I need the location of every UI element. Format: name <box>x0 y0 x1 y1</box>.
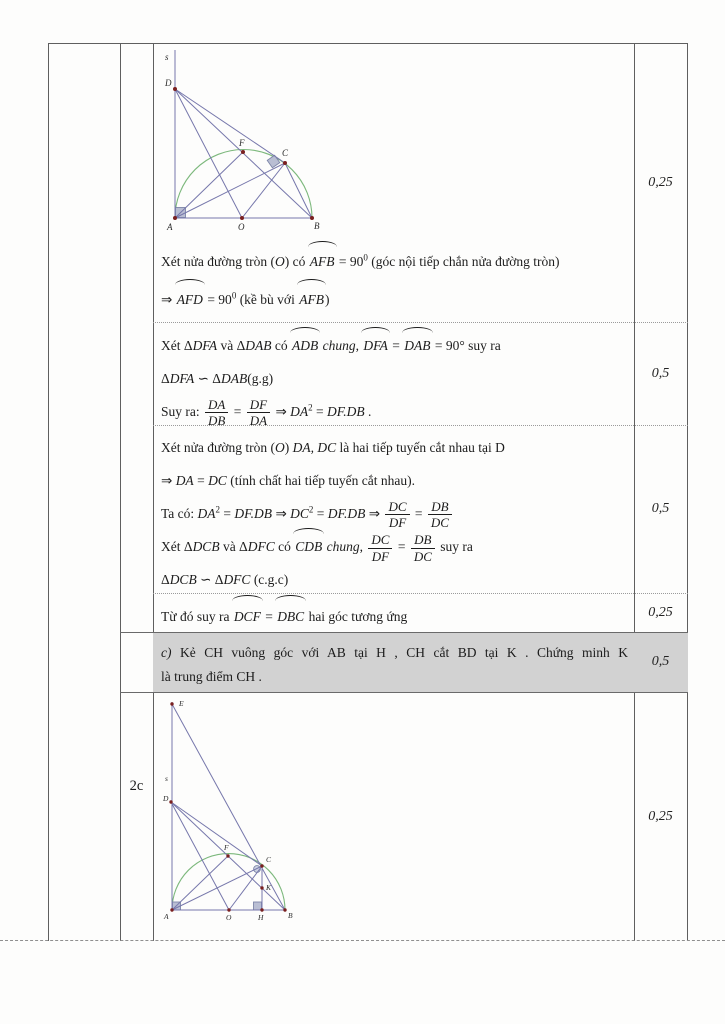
math-segment: Xét nửa đường tròn ( <box>161 254 275 269</box>
point-H <box>260 908 263 911</box>
text-line <box>161 362 628 395</box>
math-segment: = <box>394 539 409 555</box>
math-segment: Suy ra: <box>161 404 203 419</box>
angle-arc-expression: DFA <box>362 329 389 362</box>
point-label-H: H <box>258 913 264 922</box>
table-top-border <box>48 43 688 44</box>
point-K <box>260 886 263 889</box>
math-segment: = <box>220 506 235 521</box>
score-cell: 0,25 <box>648 604 673 620</box>
math-segment: suy ra <box>436 539 473 555</box>
table-right-border <box>687 43 688 941</box>
geometry-diagram-top <box>153 45 490 242</box>
point-label-s: s <box>165 52 169 62</box>
math-segment: DC <box>290 506 309 521</box>
point-label-s: s <box>165 774 168 783</box>
superscript: 0 <box>231 290 237 301</box>
point-D <box>169 800 172 803</box>
point-label-B: B <box>314 221 320 231</box>
math-segment: = <box>388 338 404 353</box>
page-break-dashed-line <box>0 940 725 941</box>
math-segment: có <box>274 539 295 555</box>
math-segment: DF.DB <box>327 404 365 419</box>
score-cell: 0,5 <box>651 365 670 381</box>
math-segment: ⇒ <box>365 506 384 521</box>
segment-DO <box>171 802 229 910</box>
math-segment: = 90 <box>203 292 232 307</box>
point-label-E: E <box>179 699 184 708</box>
superscript: 2 <box>308 402 313 413</box>
row-divider <box>153 322 688 323</box>
point-label-C: C <box>282 148 289 158</box>
point-label-O: O <box>238 222 245 232</box>
segment-OC <box>242 163 285 218</box>
segment-DO <box>175 89 242 218</box>
text-line <box>161 329 628 362</box>
math-segment: (tính chất hai tiếp tuyến cắt nhau). <box>226 473 416 488</box>
point-label-B: B <box>288 911 293 920</box>
math-segment: ) <box>324 292 330 307</box>
math-segment: Kẻ CH vuông góc với AB tại H , CH cắt BD tại K . Chứng minh K <box>171 645 628 660</box>
angle-arc-expression: ADB <box>291 329 319 362</box>
angle-arc-expression: DBC <box>276 597 305 636</box>
text-line <box>161 395 628 428</box>
fraction: $\frac{DC}{DF}$ <box>368 533 392 564</box>
text-line <box>161 597 628 636</box>
angle-arc-expression: AFB <box>298 281 325 319</box>
segment-CB <box>285 163 312 218</box>
score-cell: 0,5 <box>651 654 670 669</box>
fraction: $\frac{DB}{DC}$ <box>428 500 452 531</box>
math-segment: (c.g.c) <box>250 572 289 588</box>
text-line <box>161 431 628 464</box>
point-A <box>173 216 177 220</box>
math-segment: DCB <box>192 539 220 555</box>
angle-arc-expression: CDB <box>294 530 323 563</box>
point-label-A: A <box>167 222 173 232</box>
math-segment: , <box>355 338 363 353</box>
point-F <box>241 150 245 154</box>
math-segment: DA <box>290 404 309 419</box>
fraction: $\frac{DC}{DF}$ <box>385 500 409 531</box>
segment-AF <box>172 856 228 910</box>
math-segment: có <box>271 338 292 353</box>
math-segment: DC <box>208 473 227 488</box>
point-A <box>170 908 173 911</box>
proof-step-afb <box>153 239 634 319</box>
math-segment: = <box>411 506 426 521</box>
geometry-diagram-bottom <box>153 692 450 939</box>
point-label-K: K <box>266 883 272 892</box>
math-segment: chung <box>323 539 360 555</box>
proof-conclusion <box>153 593 634 636</box>
math-segment: (g.g) <box>247 371 274 386</box>
score-cell: 0,25 <box>648 174 673 190</box>
point-F <box>226 854 229 857</box>
right-angle-marker-H <box>254 902 262 910</box>
text-line <box>161 281 628 319</box>
superscript: 0 <box>363 252 368 263</box>
math-segment: chung <box>319 338 356 353</box>
math-segment: = <box>313 506 328 521</box>
math-segment: ⇒ <box>161 292 176 307</box>
point-label-F: F <box>239 138 245 148</box>
superscript: 2 <box>308 504 314 515</box>
math-segment: DA, DC <box>292 440 337 455</box>
math-segment: = 90 <box>335 254 364 269</box>
math-segment: là hai tiếp tuyến cắt nhau tại D <box>336 440 505 455</box>
point-O <box>240 216 244 220</box>
point-E <box>170 702 173 705</box>
fraction: $\frac{DF}{DA}$ <box>247 398 270 429</box>
math-segment: DCB <box>169 572 197 588</box>
text-line <box>161 530 628 563</box>
text-line <box>161 464 628 497</box>
segment-AC <box>175 163 285 218</box>
right-angle-marker-C <box>267 155 280 168</box>
segment-EB <box>172 704 285 910</box>
proof-step-similar-dfa-dab <box>153 325 634 428</box>
point-C <box>283 161 287 165</box>
point-label-D: D <box>165 78 172 88</box>
math-segment: (kề bù với <box>236 292 299 307</box>
angle-arc-expression: DCF <box>233 597 262 636</box>
math-segment: Ta có: <box>161 506 198 521</box>
point-B <box>310 216 314 220</box>
table-left-border <box>48 43 49 941</box>
math-segment: O <box>275 254 285 269</box>
math-segment: = 90° suy ra <box>431 338 501 353</box>
angle-arc-expression: AFD <box>176 281 204 319</box>
math-segment: O <box>275 440 285 455</box>
segment-DC <box>171 802 262 866</box>
math-segment: Xét Δ <box>161 338 193 353</box>
math-segment: ) có <box>284 254 309 269</box>
math-segment: DF.DB <box>327 506 366 521</box>
math-segment: ∽ Δ <box>194 371 221 386</box>
math-segment: DAB <box>245 338 272 353</box>
math-segment: Xét Δ <box>161 539 193 555</box>
point-C <box>260 864 263 867</box>
proof-step-tangents <box>153 427 634 596</box>
math-segment: = <box>230 404 245 419</box>
text-line <box>161 243 628 281</box>
math-segment: ⇒ <box>272 506 291 521</box>
point-label-C: C <box>266 855 272 864</box>
fraction: $\frac{DA}{DB}$ <box>205 398 228 429</box>
math-segment: DFC <box>223 572 251 588</box>
math-segment: DA <box>175 473 194 488</box>
part-c-statement <box>153 634 634 689</box>
math-segment: = <box>193 473 209 488</box>
point-label-O: O <box>226 913 232 922</box>
point-O <box>227 908 230 911</box>
segment-DC <box>175 89 285 163</box>
math-segment: , <box>359 539 367 555</box>
angle-arc-expression: DAB <box>403 329 431 362</box>
math-segment: (góc nội tiếp chắn nửa đường tròn) <box>367 254 560 269</box>
question-number-cell: 2c <box>129 778 144 794</box>
text-line <box>161 497 628 530</box>
rubric-table <box>48 43 688 941</box>
text-line <box>161 563 628 596</box>
text-line <box>161 641 628 665</box>
point-label-A: A <box>164 912 169 921</box>
point-label-D: D <box>163 794 169 803</box>
point-D <box>173 87 177 91</box>
math-segment: và Δ <box>217 338 246 353</box>
math-segment: DAB <box>220 371 248 386</box>
math-segment: hai góc tương ứng <box>305 609 408 624</box>
text-line <box>161 665 628 689</box>
math-segment: DFC <box>247 539 275 555</box>
segment-AF <box>175 152 243 218</box>
fraction: $\frac{DB}{DC}$ <box>411 533 435 564</box>
math-segment: DF.DB <box>234 506 273 521</box>
math-segment: Xét nửa đường tròn ( <box>161 440 275 455</box>
math-segment: ⇒ <box>161 473 176 488</box>
math-segment: Từ đó suy ra <box>161 609 233 624</box>
superscript: 2 <box>215 504 221 515</box>
math-segment: là trung điểm CH . <box>161 669 262 684</box>
math-segment: Δ <box>161 572 170 588</box>
math-segment: = <box>261 609 277 624</box>
score-cell: 0,25 <box>648 808 673 824</box>
math-segment: và Δ <box>219 539 248 555</box>
math-segment: Δ <box>161 371 170 386</box>
math-segment: ) <box>284 440 293 455</box>
math-segment: DA <box>197 506 216 521</box>
score-cell: 0,5 <box>651 501 670 516</box>
math-segment: c) <box>161 645 172 660</box>
math-segment: ∽ Δ <box>196 572 224 588</box>
math-segment: . <box>364 404 372 419</box>
point-B <box>283 908 286 911</box>
angle-arc-expression: AFB <box>309 243 336 281</box>
math-segment: DFA <box>169 371 195 386</box>
math-segment: DFA <box>192 338 218 353</box>
math-segment: = <box>312 404 327 419</box>
point-label-F: F <box>224 843 229 852</box>
math-segment: ⇒ <box>272 404 291 419</box>
